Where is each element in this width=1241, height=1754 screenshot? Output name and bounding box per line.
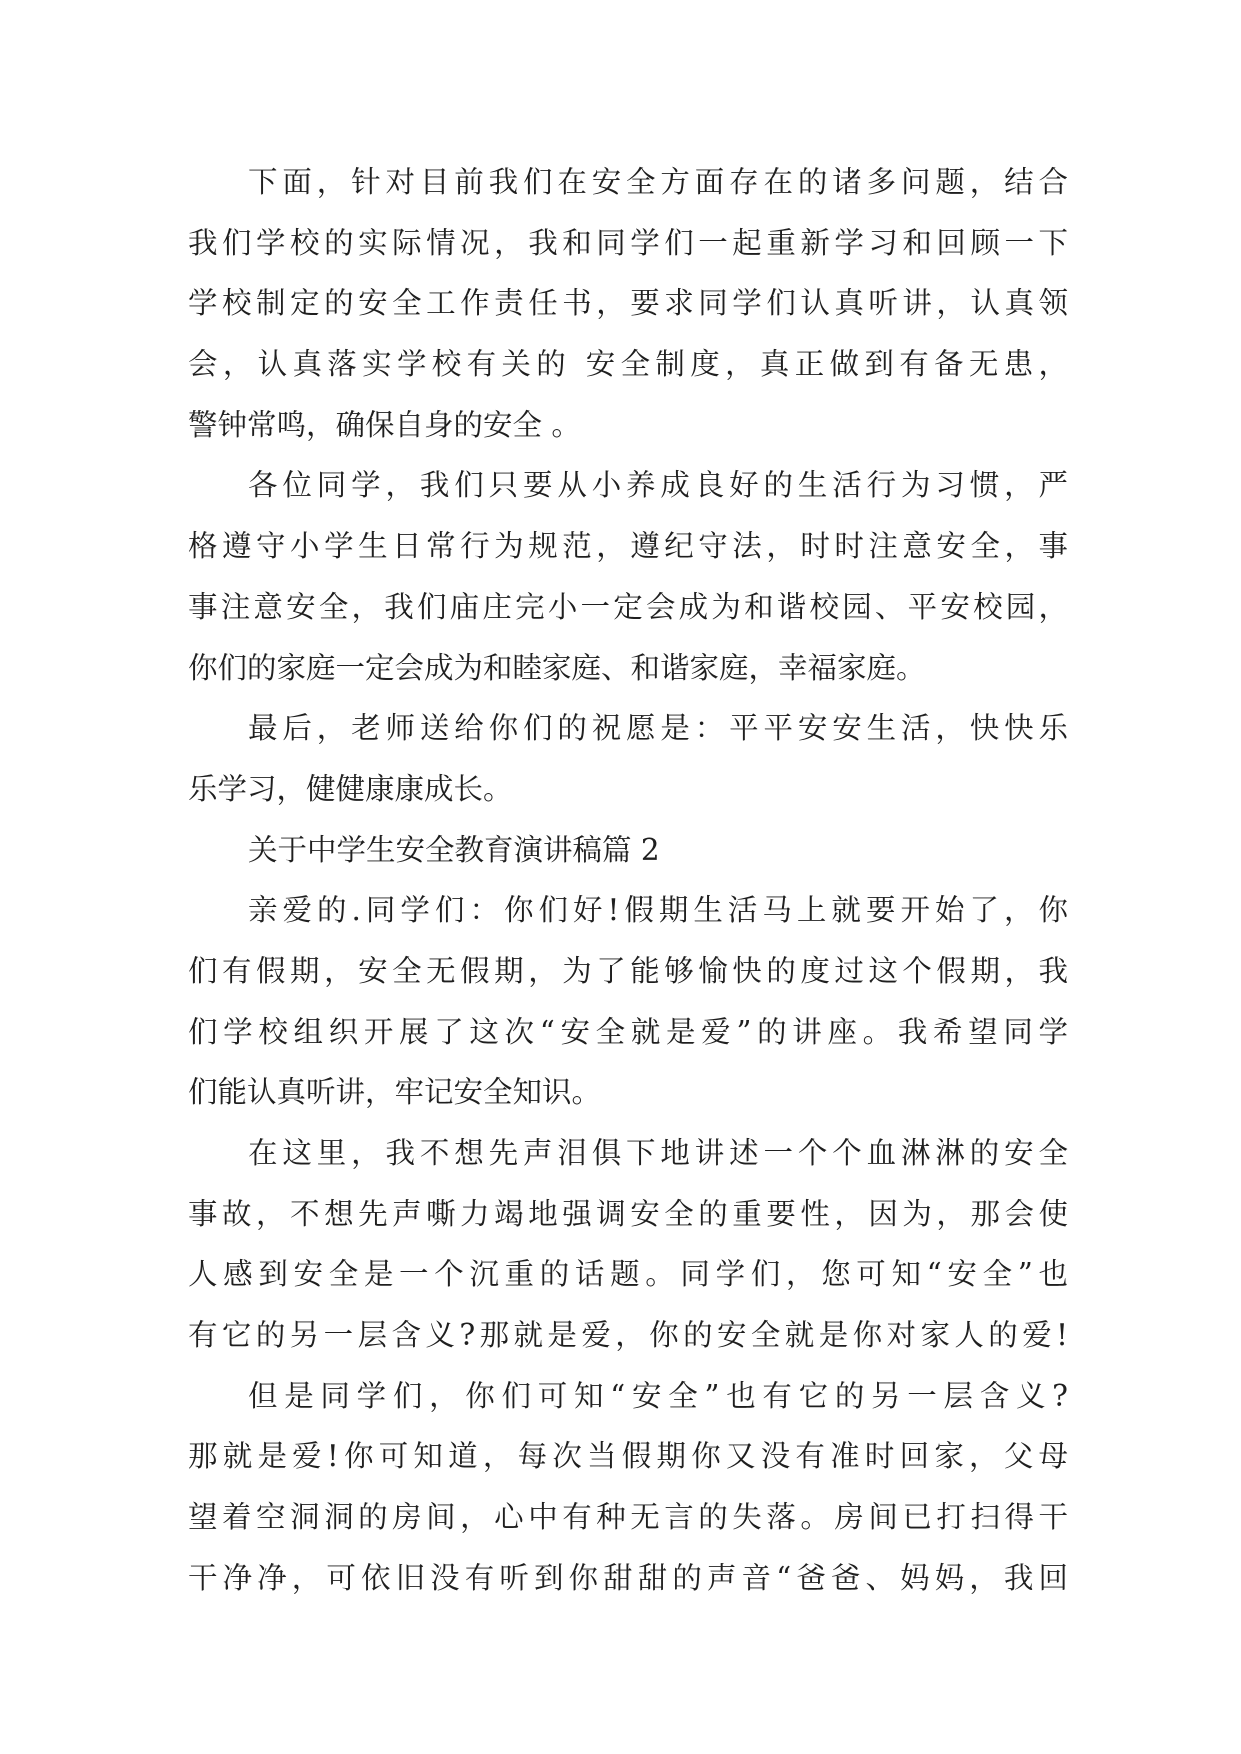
text-line: 下面，针对目前我们在安全方面存在的诸多问题，结合 (248, 165, 1068, 199)
text-line: 格遵守小学生日常行为规范，遵纪守法，时时注意安全，事 (188, 529, 1068, 564)
text-line: 警钟常鸣，确保自身的安全 。 (188, 407, 581, 442)
text-line: 你们的家庭一定会成为和睦家庭、和谐家庭，幸福家庭。 (188, 650, 926, 685)
paragraph (188, 455, 1068, 698)
paragraph (188, 880, 1068, 1123)
text-line: 会，认真落实学校有关的 安全制度，真正做到有备无患， (188, 347, 1068, 382)
text-line: 们能认真听讲，牢记安全知识。 (188, 1075, 602, 1110)
paragraph (188, 1366, 1068, 1609)
text-line: 在这里，我不想先声泪俱下地讲述一个个血淋淋的安全 (248, 1136, 1068, 1170)
text-line: 们学校组织开展了这次“安全就是爱”的讲座。我希望同学 (188, 1014, 1068, 1049)
text-line: 各位同学，我们只要从小养成良好的生活行为习惯，严 (248, 468, 1068, 503)
text-line: 干净净，可依旧没有听到你甜甜的声音“爸爸、妈妈，我回 (188, 1560, 1068, 1595)
text-line: 我们学校的实际情况，我和同学们一起重新学习和回顾一下 (188, 225, 1068, 260)
text-line: 最后，老师送给你们的祝愿是：平平安安生活，快快乐 (248, 711, 1068, 746)
text-line: 学校制定的安全工作责任书，要求同学们认真听讲，认真领 (188, 286, 1068, 321)
text-line: 事注意安全，我们庙庄完小一定会成为和谐校园、平安校园， (188, 589, 1068, 624)
text-line: 们有假期，安全无假期，为了能够愉快的度过这个假期，我 (188, 953, 1068, 988)
text-line: 乐学习，健健康康成长。 (188, 771, 513, 806)
document-body (188, 152, 1068, 1609)
text-line: 那就是爱!你可知道，每次当假期你又没有准时回家，父母 (188, 1439, 1068, 1474)
section-heading-text: 关于中学生安全教育演讲稿篇 2 (248, 832, 660, 867)
text-line: 事故，不想先声嘶力竭地强调安全的重要性，因为，那会使 (188, 1196, 1068, 1231)
text-line: 但是同学们，你们可知“安全”也有它的另一层含义? (248, 1378, 1068, 1413)
text-line: 亲爱的.同学们：你们好!假期生活马上就要开始了，你 (248, 893, 1068, 928)
paragraph (188, 698, 1068, 819)
paragraph (188, 152, 1068, 455)
text-line: 有它的另一层含义?那就是爱，你的安全就是你对家人的爱! (188, 1318, 1068, 1353)
paragraph (188, 1123, 1068, 1366)
text-line: 人感到安全是一个沉重的话题。同学们，您可知“安全”也 (188, 1257, 1068, 1292)
section-heading (188, 820, 1068, 881)
text-line: 望着空洞洞的房间，心中有种无言的失落。房间已打扫得干 (188, 1500, 1068, 1535)
